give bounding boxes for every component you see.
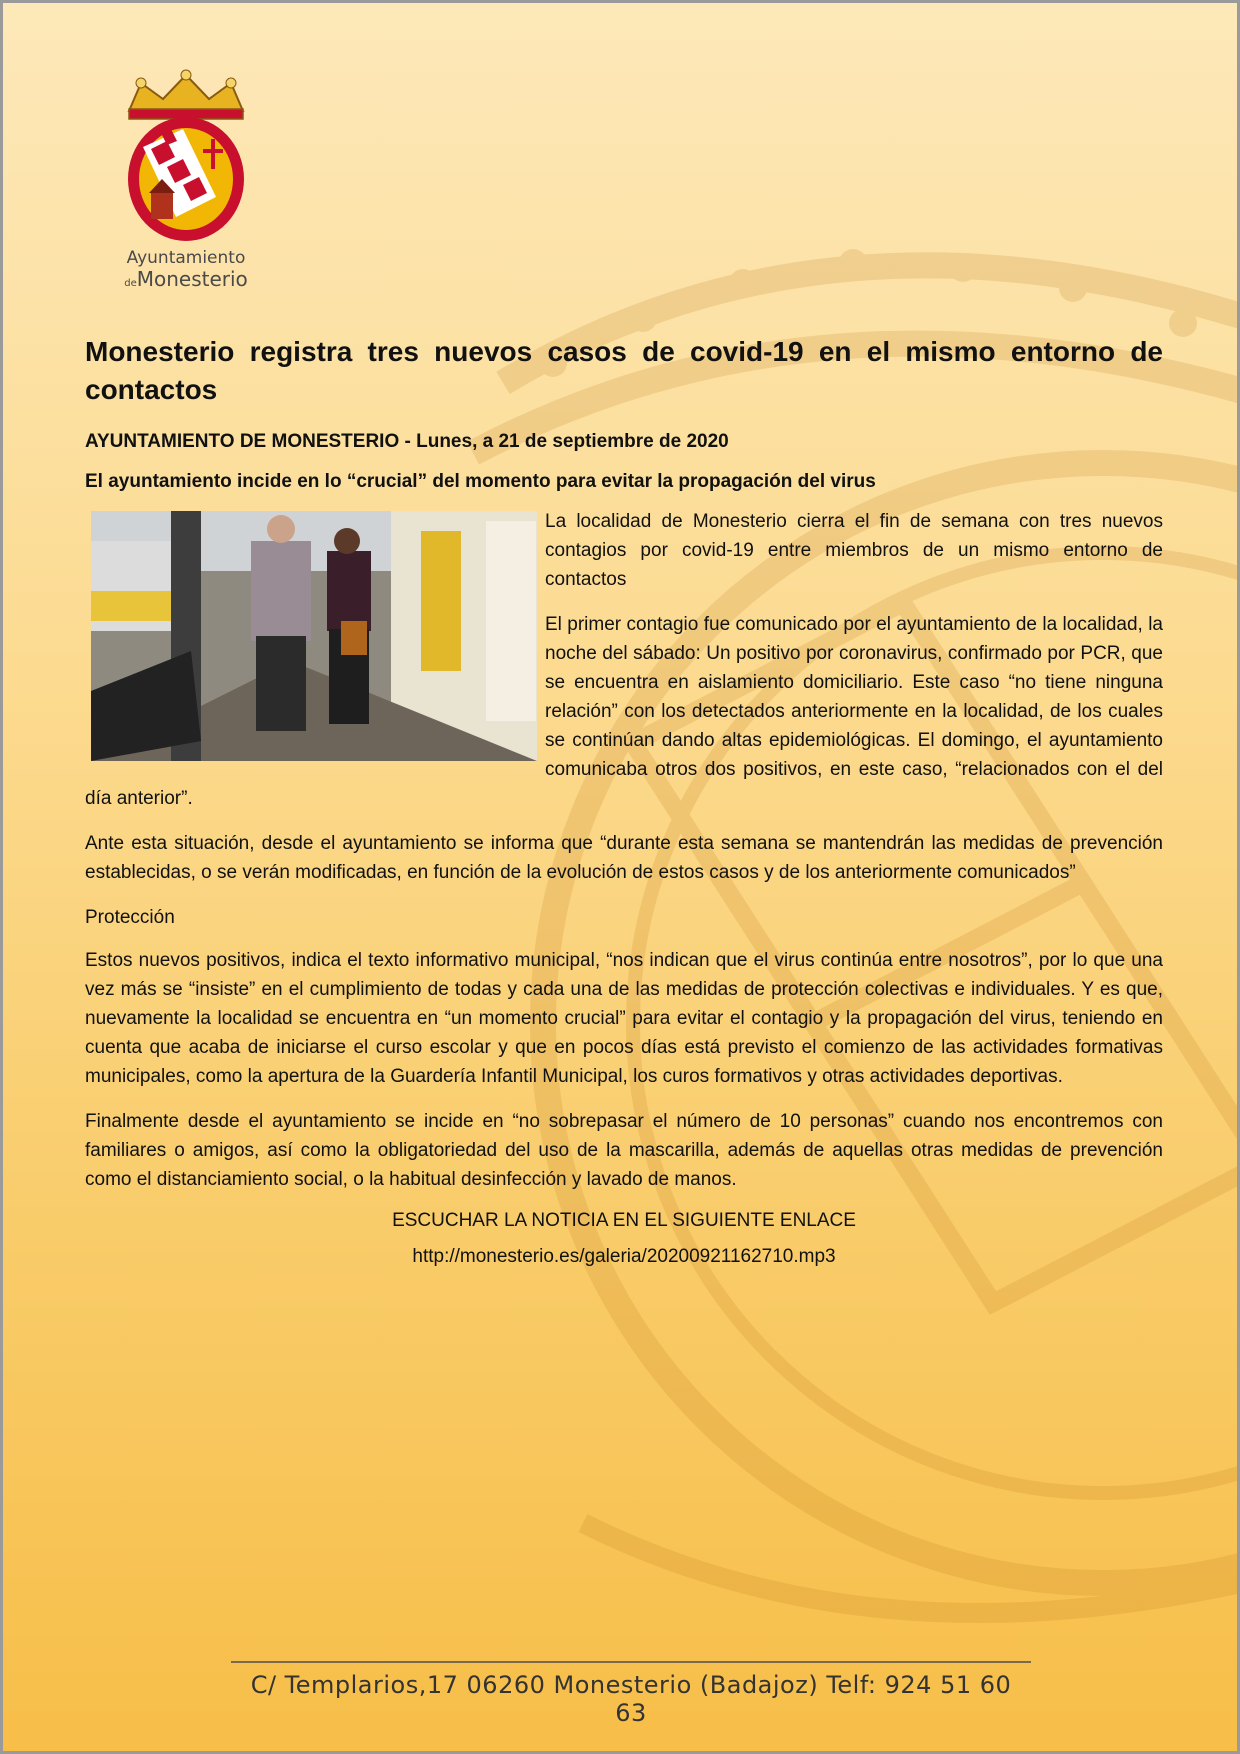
footer-divider (231, 1661, 1031, 1663)
municipality-logo (111, 69, 261, 295)
footer (231, 1661, 1031, 1727)
logo-line-2-small: de (124, 278, 137, 289)
paragraph-1: La localidad de Monesterio cierra el fin de semana con tres nuevos contagios por covid-19 entre miembros de un mismo entorno de contactos (545, 511, 1163, 590)
listen-label: ESCUCHAR LA NOTICIA EN EL SIGUIENTE ENLACE (392, 1210, 856, 1231)
logo-line-2-main: Monesterio (136, 267, 248, 291)
paragraph-5: Finalmente desde el ayuntamiento se incide en “no sobrepasar el número de 10 personas” cuando nos encontremos con familiares o amigos, así como la obligatoriedad del uso de la mascarilla, además de aquellas otras medidas de prevención como el distanciamiento social, o la habitual desinfección y lavado de manos. (85, 1111, 1163, 1190)
paragraph-4: Estos nuevos positivos, indica el texto informativo municipal, “nos indican que el virus continúa entre nosotros”, por lo que una vez más se “insiste” en el cumplimiento de todas y cada una de las medidas de protección colectivas e individuales. Y es que, nuevamente la localidad se encuentra en “un momento crucial” para evitar el contagio y la propagación del virus, teniendo en cuenta que acaba de iniciarse el curso escolar y que en pocos días está previsto el comienzo de las actividades formativas municipales, como la apertura de la Guardería Infantil Municipal, los curos formativos y otras actividades deportivas. (85, 950, 1163, 1087)
paragraph-2: El primer contagio fue comunicado por el ayuntamiento de la localidad, la noche del sábado: Un positivo por coronavirus, confirmado por PCR, que se encuentra en aislamiento domiciliario. Este caso “no tiene ninguna relación” con los detectados anteriormente en la localidad, de los cuales se continúan dando altas epidemiológicas. El domingo, el ayuntamiento comunicaba otros dos positivos, en este caso, “relacionados con el del día anterior”. (85, 614, 1163, 809)
logo-line-1: Ayuntamiento (126, 248, 246, 268)
byline: AYUNTAMIENTO DE MONESTERIO - Lunes, a 21 de septiembre de 2020 (85, 431, 729, 452)
coat-of-arms-icon (111, 69, 261, 244)
logo-line-2 (111, 268, 261, 295)
subtitle: El ayuntamiento incide en lo “crucial” del momento para evitar la propagación del virus (85, 471, 876, 492)
article-body (85, 507, 1163, 813)
headline: Monesterio registra tres nuevos casos de covid-19 en el mismo entorno de contactos (85, 336, 1163, 405)
news-photo (91, 511, 537, 761)
paragraph-3: Ante esta situación, desde el ayuntamiento se informa que “durante esta semana se mantendrán las medidas de prevención establecidas, o se verán modificadas, en función de la evolución de estos casos y de los anteriormente comunicados” (85, 833, 1163, 883)
audio-link[interactable]: http://monesterio.es/galeria/20200921162710.mp3 (412, 1246, 836, 1267)
section-heading: Protección (85, 907, 175, 928)
article (85, 333, 1163, 1282)
footer-address: C/ Templarios,17 06260 Monesterio (Badajoz) Telf: 924 51 60 63 (250, 1671, 1012, 1727)
